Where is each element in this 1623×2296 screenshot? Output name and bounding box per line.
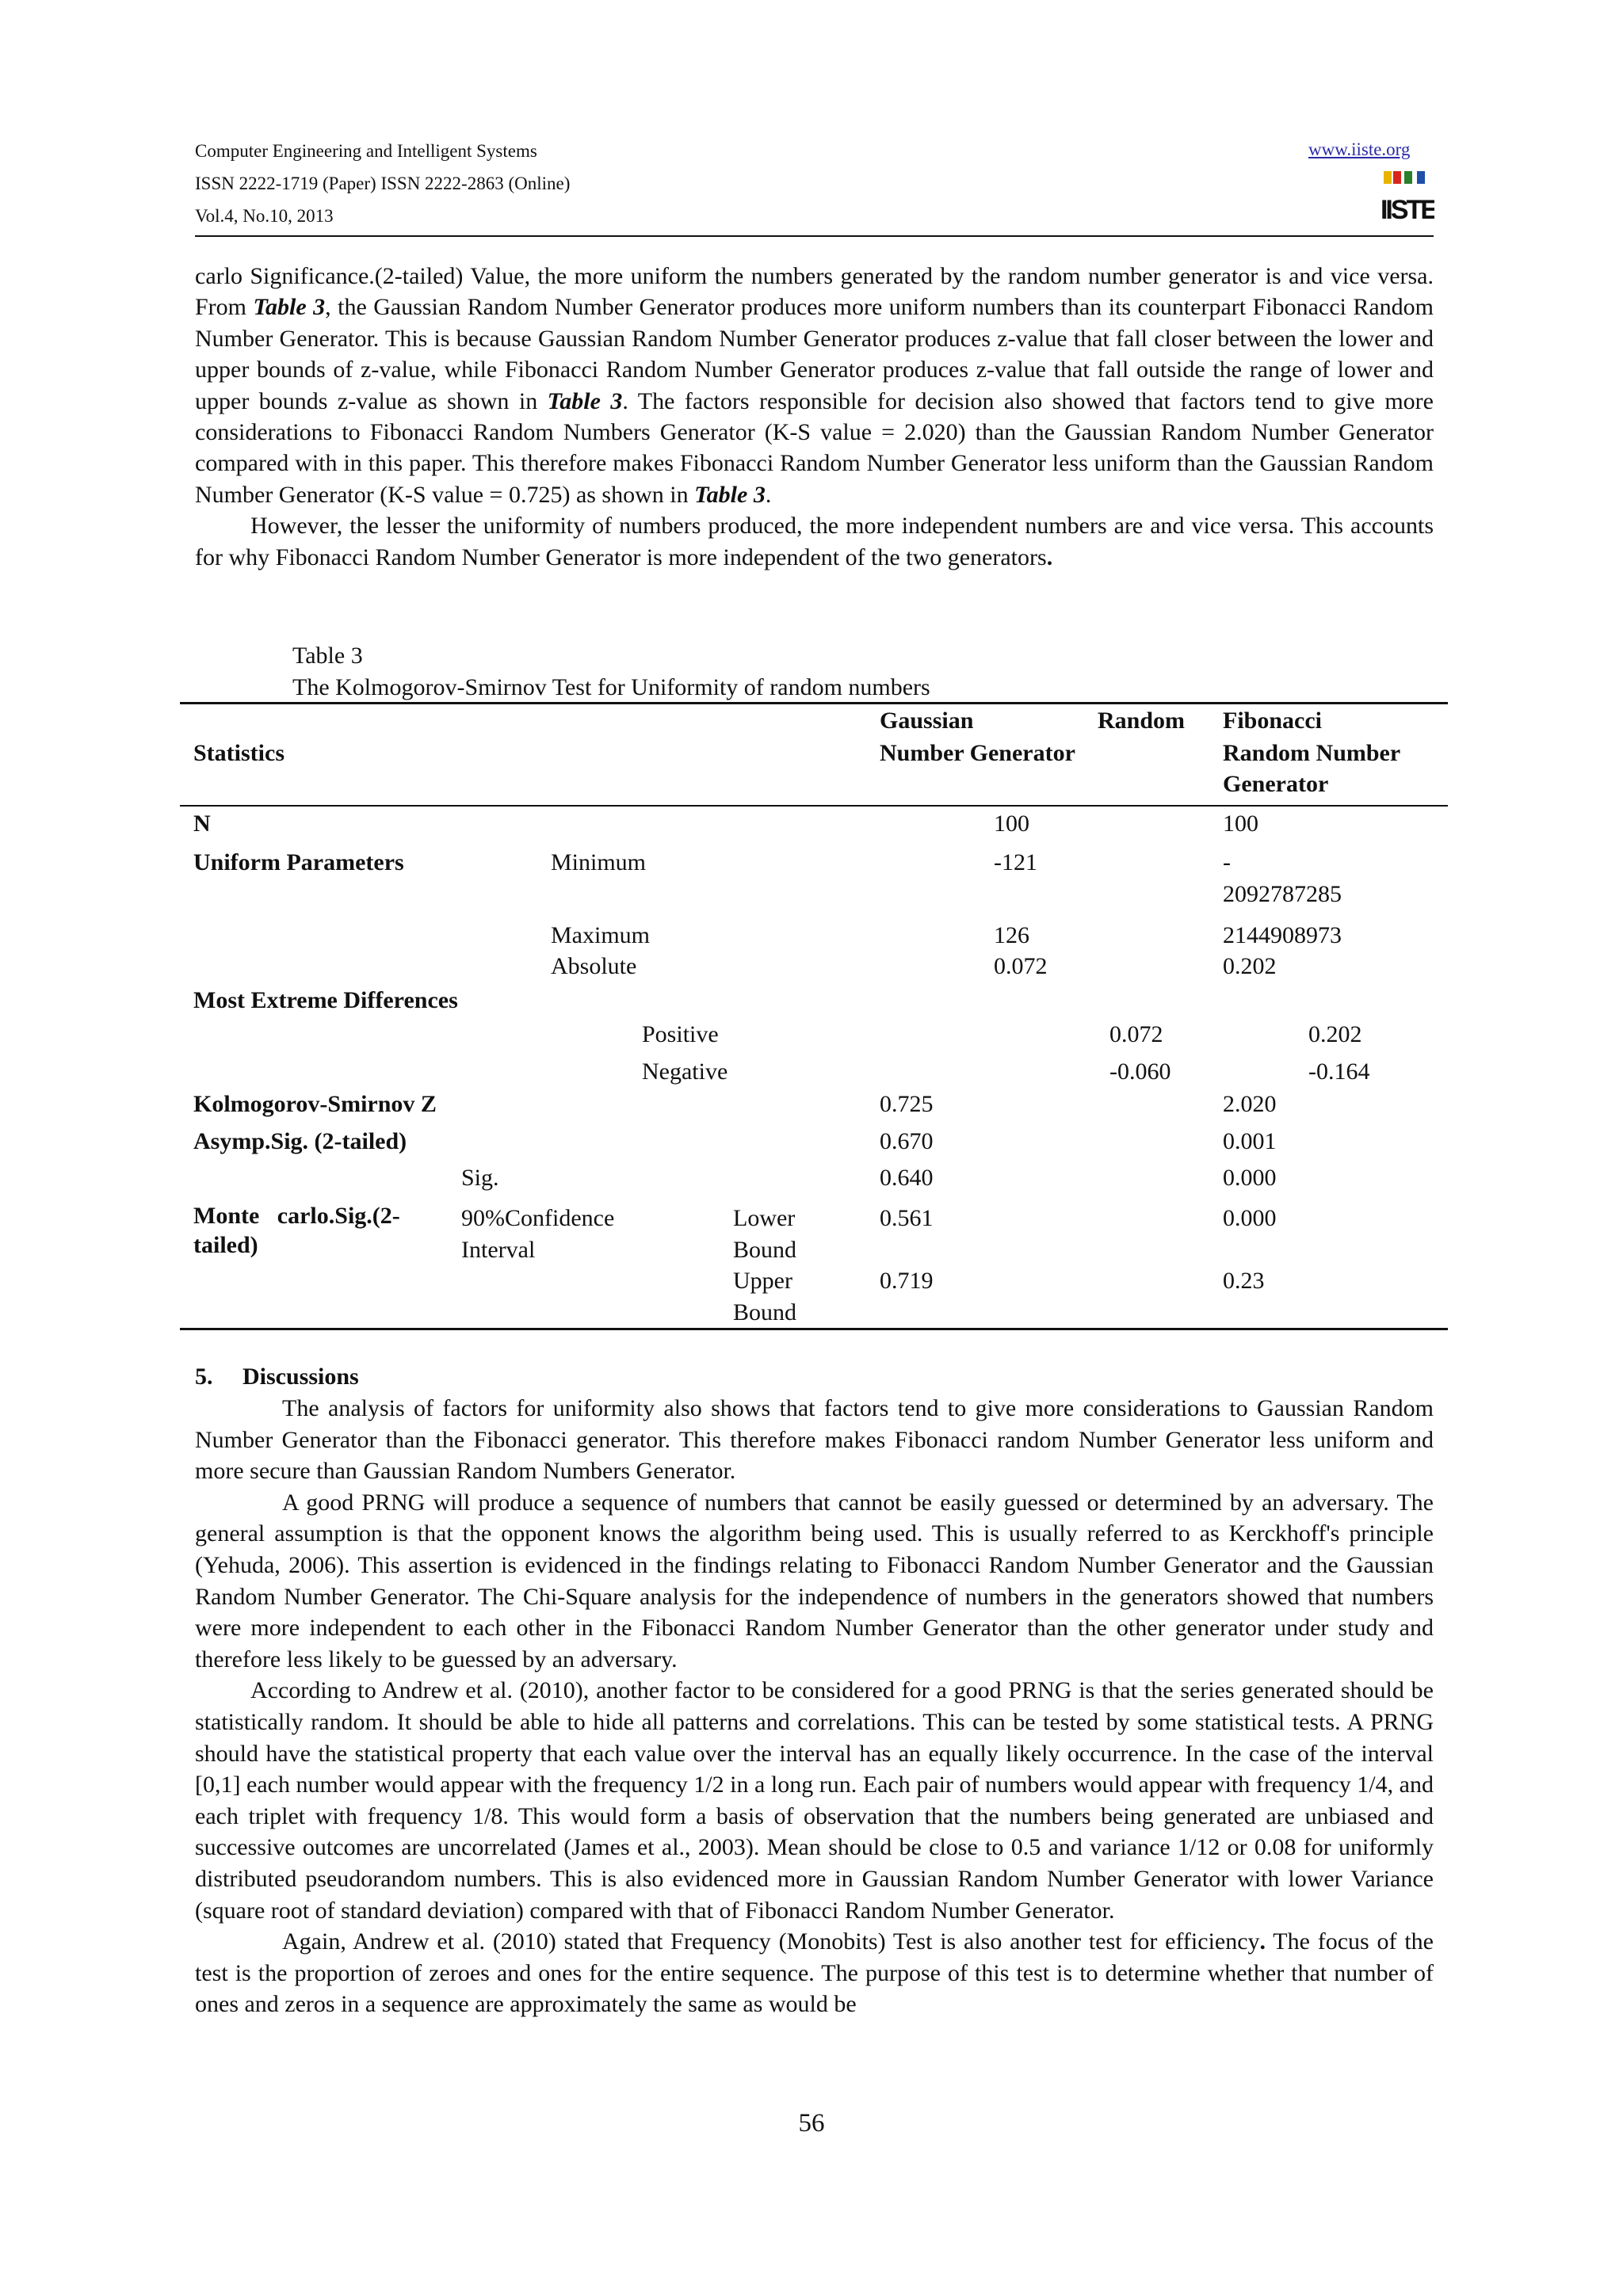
table-head-rule: [180, 805, 1448, 807]
iiste-logo: [1382, 170, 1434, 227]
intro-paragraph-2: [195, 510, 1434, 573]
sub-label-maximum: Maximum: [551, 922, 650, 948]
website-link[interactable]: www.iiste.org: [1308, 139, 1411, 159]
discussion-p4-dot: .: [1259, 1928, 1266, 1955]
cell-fibonacci: 100: [1223, 810, 1258, 837]
intro-p1-a: carlo Significance.(2-tailed) Value, the more uniform the numbers generated by the random number generator is and vice versa. From: [195, 263, 1434, 321]
iiste-logo-icon: [1382, 170, 1434, 227]
cell-gaussian: -121: [994, 849, 1037, 875]
cell-gaussian: 0.719: [880, 1268, 934, 1294]
col-head-fibonacci: Fibonacci: [1223, 707, 1322, 734]
intro-p1-b: , the Gaussian Random Number Generator produces more uniform numbers than its counterpart Fibonacci Random Number Generator. This is because Gaussian Random Number Generator produces z-value that fall closer between the lower and upper bounds of z-value, while Fibonacci Random Number Generator produces z-value that fall outside the range of lower and upper bounds z-value as shown in: [195, 294, 1434, 414]
row-label-n: N: [193, 810, 211, 837]
discussion-paragraph-3: According to Andrew et al. (2010), another factor to be considered for a good PRNG is that the series generated should be statistically random. It should be able to hide all patterns and correlations. This can be tested by some statistical tests. A PRNG should have the statistical property that each value over the interval has an equally likely occurrence. In the case of the interval [0,1] each number would appear with the frequency 1/2 in a long run. Each pair of numbers would appear with frequency 1/4, and each triplet with frequency 1/8. This would form a basis of observation that the numbers being generated are unbiased and successive outcomes are uncorrelated (James et al., 2003). Mean should be close to 0.5 and variance 1/12 or 0.08 for uniformly distributed pseudorandom numbers. This is also evidenced more in Gaussian Random Number Generator with lower Variance (square root of standard deviation) compared with that of Fibonacci Random Number Generator.: [195, 1677, 1434, 1924]
cell-fibonacci: 2.020: [1223, 1091, 1277, 1117]
cell-gaussian: 126: [994, 922, 1029, 948]
table-title: The Kolmogorov-Smirnov Test for Uniformity of random numbers: [292, 674, 930, 700]
sub-label-confidence-interval: Interval: [461, 1237, 536, 1263]
section-number: 5.: [195, 1363, 213, 1390]
sub-label-minimum: Minimum: [551, 849, 647, 875]
sub-label-lower-bound: Bound: [733, 1237, 797, 1263]
discussion-text: [195, 1393, 1434, 2020]
intro-paragraph-1: [195, 261, 1434, 510]
row-label-most-extreme-differences: Most Extreme Differences: [193, 987, 458, 1013]
intro-p1-c: . The factors responsible for decision also showed that factors tend to give more considerations to Fibonacci Random Numbers Generator (K-S value = 2.020) than the Gaussian Random Number Generator compared with in this paper. This therefore makes Fibonacci Random Number Generator less uniform than the Gaussian Random Number Generator (K-S value = 0.725) as shown in: [195, 387, 1434, 508]
logo-bar-4: [1417, 171, 1425, 184]
discussion-paragraph-1: The analysis of factors for uniformity also shows that factors tend to give more considerations to Gaussian Random Number Generator than the Fibonacci generator. This therefore makes Fibonacci random Number Generator less uniform and more secure than Gaussian Random Numbers Generator.: [195, 1395, 1434, 1485]
discussion-p4-b: The focus of the test is the proportion of zeroes and ones for the entire sequence. The purpose of this test is to determine whether that number of ones and zeros in a sequence are approximately the same as would be: [195, 1928, 1434, 2018]
sub-label-positive: Positive: [642, 1021, 719, 1047]
logo-bar-2: [1393, 171, 1401, 184]
cell-gaussian: 0.561: [880, 1205, 934, 1231]
row-label-uniform-parameters: Uniform Parameters: [193, 849, 404, 875]
discussion-paragraph-2: A good PRNG will produce a sequence of numbers that cannot be easily guessed or determined by an adversary. The general assumption is that the opponent knows the algorithm being used. This is usually referred to as Kerckhoff's principle (Yehuda, 2006). This assertion is evidenced in the findings relating to Fibonacci Random Number Generator and the Gaussian Random Number Generator. The Chi-Square analysis for the independence of numbers in the generators showed that numbers were more independent to each other in the Fibonacci Random Number Generator than the other generator under study and therefore less likely to be guessed by an adversary.: [195, 1489, 1434, 1672]
table-bottom-rule: [180, 1328, 1448, 1330]
header-rule: [195, 235, 1434, 237]
cell-fibonacci: 0.001: [1223, 1128, 1277, 1154]
col-head-gaussian: Gaussian: [880, 707, 974, 734]
journal-issn: ISSN 2222-1719 (Paper) ISSN 2222-2863 (Online): [195, 174, 571, 193]
cell-fibonacci: 2144908973: [1223, 922, 1342, 948]
row-label-asymp-sig: Asymp.Sig. (2-tailed): [193, 1128, 407, 1154]
cell-gaussian: 0.640: [880, 1165, 934, 1191]
col-head-statistics: Statistics: [193, 740, 285, 766]
cell-gaussian: 0.725: [880, 1091, 934, 1117]
table-ref: Table 3: [694, 481, 766, 508]
row-label-monte-carlo: Monte carlo.Sig.(2-: [193, 1203, 400, 1229]
sub-label-upper-bound: Upper: [733, 1268, 792, 1294]
journal-volume: Vol.4, No.10, 2013: [195, 206, 334, 226]
cell-fibonacci: 0.202: [1223, 953, 1277, 979]
sub-label-sig: Sig.: [461, 1165, 499, 1191]
discussion-p4-a: Again, Andrew et al. (2010) stated that Frequency (Monobits) Test is also another test for efficiency: [282, 1928, 1260, 1955]
table-ref: Table 3: [547, 387, 623, 414]
logo-text: IISTE: [1382, 195, 1434, 225]
table-label: Table 3: [292, 643, 363, 669]
logo-bar-3: [1404, 171, 1412, 184]
cell-gaussian: 0.670: [880, 1128, 934, 1154]
col-head-gaussian: Random: [1098, 707, 1186, 734]
cell-fibonacci: -0.164: [1308, 1058, 1370, 1085]
cell-fibonacci: 0.000: [1223, 1165, 1277, 1191]
intro-text: [195, 261, 1434, 573]
cell-fibonacci: 0.23: [1223, 1268, 1265, 1294]
row-label-kolmogorov-smirnov-z: Kolmogorov-Smirnov Z: [193, 1091, 437, 1117]
page-number: 56: [798, 2109, 825, 2138]
cell-gaussian: 0.072: [1109, 1021, 1163, 1047]
journal-name: Computer Engineering and Intelligent Systems: [195, 141, 537, 161]
intro-p2: However, the lesser the uniformity of numbers produced, the more independent numbers are and vice versa. This accounts for why Fibonacci Random Number Generator is more independent of the two generators: [195, 513, 1434, 570]
cell-fibonacci: 0.000: [1223, 1205, 1277, 1231]
col-head-fibonacci: Random Number: [1223, 740, 1401, 766]
col-head-gaussian: Number Generator: [880, 740, 1075, 766]
sub-label-upper-bound: Bound: [733, 1299, 797, 1325]
col-head-fibonacci: Generator: [1223, 771, 1329, 797]
cell-gaussian: 100: [994, 810, 1029, 837]
cell-gaussian: -0.060: [1109, 1058, 1171, 1085]
sub-label-confidence-interval: 90%Confidence: [461, 1205, 615, 1231]
sub-label-negative: Negative: [642, 1058, 728, 1085]
cell-gaussian: 0.072: [994, 953, 1048, 979]
row-label-monte-carlo: tailed): [193, 1232, 258, 1258]
sub-label-lower-bound: Lower: [733, 1205, 796, 1231]
section-heading: Discussions: [242, 1363, 359, 1390]
discussion-paragraph-4: [195, 1926, 1434, 2020]
logo-bar-1: [1384, 171, 1392, 184]
sub-label-absolute: Absolute: [551, 953, 637, 979]
table-ref: Table 3: [253, 294, 326, 321]
cell-fibonacci: -: [1223, 849, 1231, 875]
intro-p2-end: .: [1046, 543, 1053, 570]
cell-fibonacci: 2092787285: [1223, 881, 1342, 907]
table-top-rule: [180, 702, 1448, 704]
intro-p1-d: .: [765, 481, 772, 508]
cell-fibonacci: 0.202: [1308, 1021, 1362, 1047]
